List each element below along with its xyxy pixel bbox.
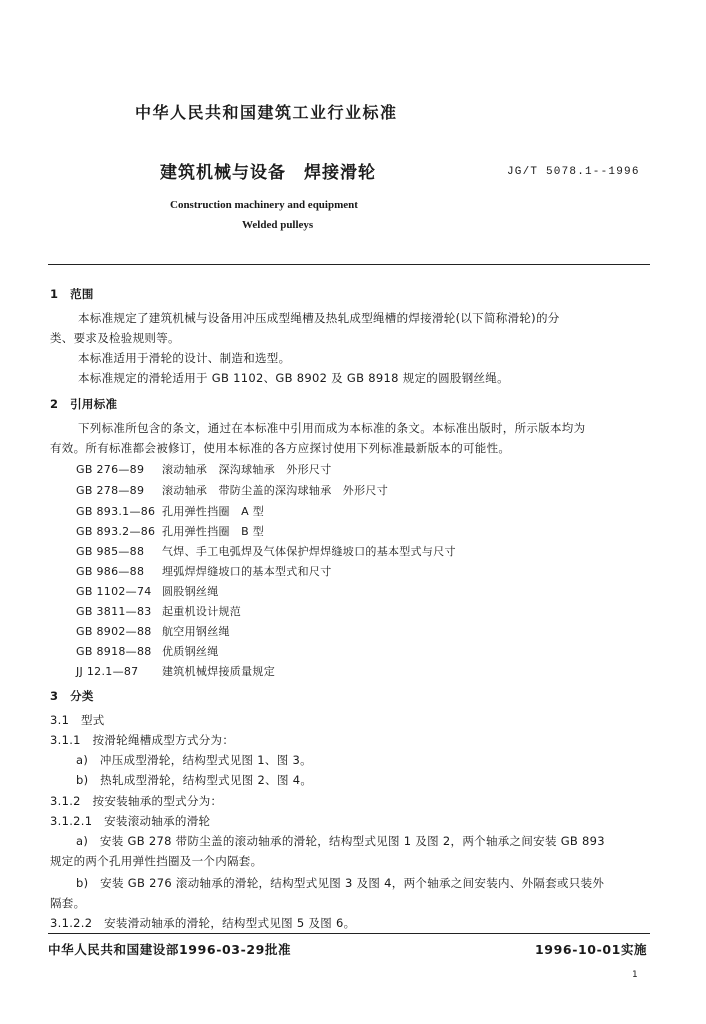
- reference-title: 建筑机械焊接质量规定: [162, 665, 275, 678]
- clause-3-1-1: 3.1.1 按滑轮绳槽成型方式分为：: [50, 733, 235, 747]
- section-3-heading: 3 分类: [50, 689, 94, 703]
- reference-code: GB 8902—88: [76, 625, 152, 638]
- clause-3-1-2-1: 3.1.2.1 安装滚动轴承的滑轮: [50, 814, 211, 828]
- reference-item: [76, 623, 230, 639]
- reference-item: [76, 482, 388, 498]
- org-title: 中华人民共和国建筑工业行业标准: [135, 103, 398, 122]
- reference-title: 孔用弹性挡圈 A 型: [162, 505, 265, 518]
- reference-code: GB 278—89: [76, 484, 145, 497]
- clause-3-1-2-1-item-a-line: a) 安装 GB 278 带防尘盖的滚动轴承的滑轮，结构型式见图 1 及图 2，两个轴承之间安装 GB 893: [76, 834, 605, 848]
- clause-3-1-2-1-item-b-line: 隔套。: [50, 896, 86, 910]
- reference-code: GB 985—88: [76, 545, 145, 558]
- reference-title: 航空用钢丝绳: [162, 625, 230, 638]
- reference-code: GB 1102—74: [76, 585, 152, 598]
- reference-title: 优质钢丝绳: [162, 645, 219, 658]
- clause-3-1-2-1-item-a-line: 规定的两个孔用弹性挡圈及一个内隔套。: [50, 854, 263, 868]
- reference-title: 孔用弹性挡圈 B 型: [162, 525, 265, 538]
- section-1-paragraph-line: 本标准规定了建筑机械与设备用冲压成型绳槽及热轧成型绳槽的焊接滑轮(以下简称滑轮)的分: [78, 311, 560, 325]
- reference-item: [76, 523, 264, 539]
- section-1-heading: 1 范围: [50, 287, 94, 301]
- section-1-paragraph-line: 类、要求及检验规则等。: [50, 331, 180, 345]
- clause-3-1-1-item-a: a) 冲压成型滑轮，结构型式见图 1、图 3。: [76, 753, 312, 767]
- reference-title: 气焊、手工电弧焊及气体保护焊焊缝坡口的基本型式与尺寸: [162, 545, 456, 558]
- clause-3-1-2-1-item-b-line: b) 安装 GB 276 滚动轴承的滑轮，结构型式见图 3 及图 4，两个轴承之间安装内、外隔套或只装外: [76, 876, 605, 890]
- section-2-paragraph-line: 下列标准所包含的条文，通过在本标准中引用而成为本标准的条文。本标准出版时，所示版本均为: [78, 421, 586, 435]
- reference-item: [76, 461, 332, 477]
- reference-title: 起重机设计规范: [162, 605, 242, 618]
- section-1-paragraph: 本标准规定的滑轮适用于 GB 1102、GB 8902 及 GB 8918 规定的圆股钢丝绳。: [78, 371, 509, 385]
- section-3-1-heading: 3.1 型式: [50, 713, 105, 727]
- clause-3-1-2-2: 3.1.2.2 安装滑动轴承的滑轮，结构型式见图 5 及图 6。: [50, 916, 356, 930]
- reference-item: [76, 663, 275, 679]
- reference-code: GB 8918—88: [76, 645, 152, 658]
- header-divider: [48, 264, 650, 265]
- reference-item: [76, 643, 219, 659]
- implementation-date: 1996-10-01实施: [535, 942, 648, 957]
- english-title-line1: Construction machinery and equipment: [170, 199, 358, 211]
- reference-code: GB 893.1—86: [76, 505, 156, 518]
- standard-number: JG/T 5078.1--1996: [507, 166, 640, 178]
- footer-divider: [48, 933, 650, 934]
- reference-code: GB 893.2—86: [76, 525, 156, 538]
- english-title-line2: Welded pulleys: [242, 219, 314, 231]
- clause-3-1-2: 3.1.2 按安装轴承的型式分为：: [50, 794, 223, 808]
- section-1-paragraph: 本标准适用于滑轮的设计、制造和选型。: [78, 351, 291, 365]
- reference-code: JJ 12.1—87: [76, 665, 139, 678]
- reference-item: [76, 603, 241, 619]
- reference-code: GB 3811—83: [76, 605, 152, 618]
- reference-code: GB 986—88: [76, 565, 145, 578]
- reference-code: GB 276—89: [76, 463, 145, 476]
- reference-title: 圆股钢丝绳: [162, 585, 219, 598]
- reference-title: 滚动轴承 带防尘盖的深沟球轴承 外形尺寸: [162, 484, 388, 497]
- document-title: 建筑机械与设备 焊接滑轮: [160, 163, 376, 183]
- reference-item: [76, 563, 332, 579]
- reference-title: 埋弧焊焊缝坡口的基本型式和尺寸: [162, 565, 332, 578]
- approval-line: 中华人民共和国建设部1996-03-29批准: [48, 942, 292, 957]
- page-number: 1: [632, 970, 638, 980]
- clause-3-1-1-item-b: b) 热轧成型滑轮，结构型式见图 2、图 4。: [76, 773, 313, 787]
- reference-title: 滚动轴承 深沟球轴承 外形尺寸: [162, 463, 332, 476]
- section-2-paragraph-line: 有效。所有标准都会被修订，使用本标准的各方应探讨使用下列标准最新版本的可能性。: [50, 441, 511, 455]
- reference-item: [76, 503, 264, 519]
- reference-item: [76, 583, 219, 599]
- section-2-heading: 2 引用标准: [50, 397, 118, 411]
- reference-item: [76, 543, 456, 559]
